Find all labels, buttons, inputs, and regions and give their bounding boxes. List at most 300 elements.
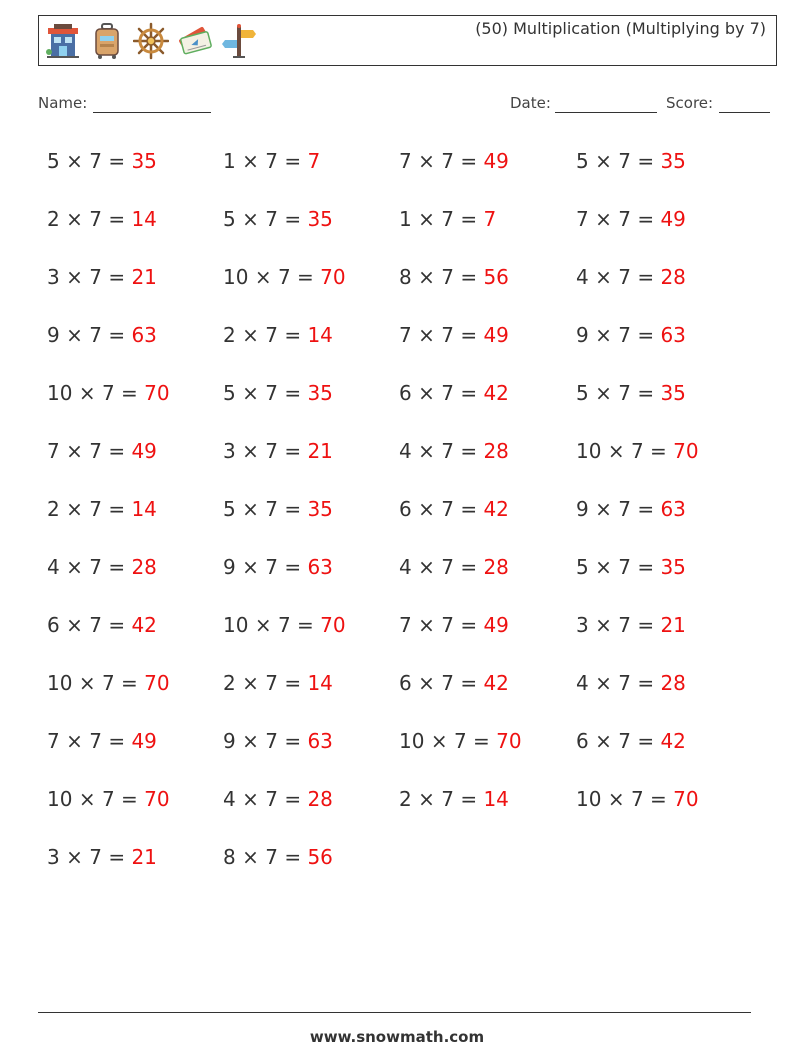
problem-row <box>47 379 767 437</box>
operand-b: 7 <box>89 845 102 869</box>
problem <box>47 785 170 813</box>
operand-a: 8 <box>223 845 236 869</box>
operand-b: 7 <box>89 149 102 173</box>
operand-a: 2 <box>47 207 60 231</box>
problem <box>223 379 333 407</box>
problem <box>47 843 157 871</box>
operand-b: 7 <box>618 323 631 347</box>
equals-sign: = <box>637 497 655 521</box>
operand-b: 7 <box>89 207 102 231</box>
problem-row <box>47 553 767 611</box>
problem <box>223 669 333 697</box>
answer: 70 <box>673 439 699 463</box>
problem-row <box>47 669 767 727</box>
operand-b: 7 <box>630 787 644 811</box>
equals-sign: = <box>460 381 478 405</box>
problem-row <box>47 437 767 495</box>
operand-a: 8 <box>399 265 412 289</box>
answer: 63 <box>307 555 333 579</box>
equals-sign: = <box>108 555 126 579</box>
times-sign: × <box>607 787 625 811</box>
operand-b: 7 <box>618 671 631 695</box>
operand-b: 7 <box>265 497 278 521</box>
ship-wheel-icon <box>133 22 169 60</box>
operand-b: 7 <box>441 207 454 231</box>
operand-b: 7 <box>277 613 291 637</box>
times-sign: × <box>418 149 435 173</box>
operand-b: 7 <box>265 729 278 753</box>
operand-a: 7 <box>399 613 412 637</box>
answer: 49 <box>483 323 509 347</box>
equals-sign: = <box>637 381 655 405</box>
equals-sign: = <box>284 149 302 173</box>
answer: 14 <box>307 671 333 695</box>
operand-a: 2 <box>47 497 60 521</box>
operand-a: 3 <box>47 845 60 869</box>
operand-a: 9 <box>576 497 589 521</box>
problem <box>399 147 509 175</box>
name-label: Name: <box>38 94 88 112</box>
equals-sign: = <box>460 555 478 579</box>
operand-a: 5 <box>47 149 60 173</box>
answer: 14 <box>483 787 509 811</box>
footer-site: www.snowmath.com <box>309 1028 485 1046</box>
answer: 35 <box>660 381 686 405</box>
answer: 28 <box>483 439 509 463</box>
problem <box>223 147 320 175</box>
storefront-icon <box>45 22 81 60</box>
operand-b: 7 <box>265 207 278 231</box>
operand-b: 7 <box>618 381 631 405</box>
operand-a: 9 <box>576 323 589 347</box>
operand-b: 7 <box>441 323 454 347</box>
answer: 63 <box>307 729 333 753</box>
operand-a: 6 <box>399 671 412 695</box>
answer: 28 <box>660 265 686 289</box>
answer: 28 <box>307 787 333 811</box>
operand-a: 10 <box>576 439 602 463</box>
operand-a: 7 <box>399 323 412 347</box>
equals-sign: = <box>284 497 302 521</box>
times-sign: × <box>66 729 83 753</box>
problem <box>47 263 157 291</box>
operand-b: 7 <box>89 323 102 347</box>
operand-b: 7 <box>441 149 454 173</box>
times-sign: × <box>595 497 612 521</box>
problem <box>47 495 157 523</box>
operand-b: 7 <box>441 787 454 811</box>
operand-a: 3 <box>576 613 589 637</box>
operand-a: 6 <box>47 613 60 637</box>
answer: 56 <box>483 265 509 289</box>
problem <box>399 553 509 581</box>
operand-b: 7 <box>618 613 631 637</box>
equals-sign: = <box>460 787 478 811</box>
problem-row <box>47 495 767 553</box>
operand-b: 7 <box>89 497 102 521</box>
answer: 28 <box>131 555 157 579</box>
equals-sign: = <box>460 207 478 231</box>
times-sign: × <box>78 381 96 405</box>
equals-sign: = <box>108 497 126 521</box>
times-sign: × <box>242 207 259 231</box>
score-label: Score: <box>666 94 714 112</box>
times-sign: × <box>66 497 83 521</box>
equals-sign: = <box>284 845 302 869</box>
problem-row <box>47 321 767 379</box>
operand-a: 10 <box>223 613 249 637</box>
problem-row <box>47 263 767 321</box>
problem <box>47 669 170 697</box>
operand-a: 9 <box>47 323 60 347</box>
answer: 70 <box>320 265 346 289</box>
answer: 42 <box>483 671 509 695</box>
operand-a: 5 <box>576 381 589 405</box>
answer: 21 <box>307 439 333 463</box>
operand-b: 7 <box>101 787 115 811</box>
operand-b: 7 <box>441 381 454 405</box>
problem <box>399 263 509 291</box>
answer: 7 <box>307 149 321 173</box>
equals-sign: = <box>650 787 667 811</box>
times-sign: × <box>66 149 83 173</box>
operand-b: 7 <box>618 497 631 521</box>
operand-a: 1 <box>399 207 412 231</box>
times-sign: × <box>418 671 435 695</box>
problem <box>399 785 509 813</box>
equals-sign: = <box>284 787 302 811</box>
problem-row <box>47 785 767 843</box>
answer: 28 <box>483 555 509 579</box>
answer: 14 <box>307 323 333 347</box>
answer: 63 <box>660 497 686 521</box>
date-blank <box>555 112 657 113</box>
problem <box>47 147 157 175</box>
problem <box>576 669 686 697</box>
operand-b: 7 <box>630 439 644 463</box>
operand-b: 7 <box>441 265 454 289</box>
equals-sign: = <box>650 439 667 463</box>
operand-b: 7 <box>618 555 631 579</box>
operand-a: 10 <box>47 671 73 695</box>
equals-sign: = <box>284 671 302 695</box>
problem <box>223 437 333 465</box>
score-blank <box>719 112 770 113</box>
operand-a: 5 <box>223 207 236 231</box>
problem-row <box>47 727 767 785</box>
operand-a: 4 <box>47 555 60 579</box>
operand-a: 1 <box>223 149 236 173</box>
problem <box>223 553 333 581</box>
answer: 7 <box>483 207 497 231</box>
equals-sign: = <box>460 497 478 521</box>
problem-row <box>47 205 767 263</box>
problem <box>223 843 333 871</box>
equals-sign: = <box>121 671 138 695</box>
times-sign: × <box>66 845 83 869</box>
operand-b: 7 <box>265 845 278 869</box>
operand-b: 7 <box>265 439 278 463</box>
answer: 42 <box>660 729 686 753</box>
answer: 42 <box>131 613 157 637</box>
answer: 70 <box>673 787 699 811</box>
equals-sign: = <box>637 207 655 231</box>
operand-a: 7 <box>47 729 60 753</box>
problem <box>223 727 333 755</box>
operand-a: 7 <box>576 207 589 231</box>
problem <box>576 553 686 581</box>
operand-b: 7 <box>89 265 102 289</box>
problem <box>399 727 522 755</box>
times-sign: × <box>595 323 612 347</box>
answer: 35 <box>307 381 333 405</box>
problem <box>47 379 170 407</box>
operand-b: 7 <box>277 265 291 289</box>
answer: 14 <box>131 497 157 521</box>
times-sign: × <box>66 439 83 463</box>
equals-sign: = <box>460 671 478 695</box>
times-sign: × <box>595 671 612 695</box>
times-sign: × <box>418 207 435 231</box>
times-sign: × <box>242 845 259 869</box>
times-sign: × <box>595 149 612 173</box>
operand-a: 4 <box>399 439 412 463</box>
answer: 21 <box>660 613 686 637</box>
operand-a: 10 <box>47 787 73 811</box>
equals-sign: = <box>637 729 655 753</box>
answer: 49 <box>483 613 509 637</box>
operand-a: 10 <box>47 381 73 405</box>
problem <box>47 611 157 639</box>
times-sign: × <box>242 381 259 405</box>
equals-sign: = <box>108 207 126 231</box>
operand-b: 7 <box>265 381 278 405</box>
operand-a: 9 <box>223 555 236 579</box>
times-sign: × <box>66 555 83 579</box>
answer: 21 <box>131 265 157 289</box>
operand-b: 7 <box>101 381 115 405</box>
date-label: Date: <box>510 94 551 112</box>
answer: 49 <box>660 207 686 231</box>
problems-grid <box>47 147 767 901</box>
operand-a: 10 <box>576 787 602 811</box>
times-sign: × <box>418 323 435 347</box>
operand-a: 5 <box>576 149 589 173</box>
equals-sign: = <box>284 439 302 463</box>
times-sign: × <box>418 381 435 405</box>
answer: 49 <box>483 149 509 173</box>
equals-sign: = <box>637 265 655 289</box>
operand-a: 7 <box>399 149 412 173</box>
operand-b: 7 <box>618 729 631 753</box>
problem <box>223 321 333 349</box>
operand-b: 7 <box>89 613 102 637</box>
times-sign: × <box>242 439 259 463</box>
operand-a: 5 <box>576 555 589 579</box>
times-sign: × <box>78 671 96 695</box>
times-sign: × <box>595 207 612 231</box>
answer: 63 <box>131 323 157 347</box>
problem <box>399 611 509 639</box>
equals-sign: = <box>460 323 478 347</box>
problem <box>576 437 699 465</box>
operand-a: 10 <box>223 265 249 289</box>
answer: 70 <box>144 671 170 695</box>
operand-a: 5 <box>223 497 236 521</box>
problem <box>223 611 346 639</box>
problem <box>47 321 157 349</box>
equals-sign: = <box>297 265 314 289</box>
times-sign: × <box>66 265 83 289</box>
problem <box>576 321 686 349</box>
problem <box>47 553 157 581</box>
luggage-icon <box>89 22 125 60</box>
problem <box>223 205 333 233</box>
equals-sign: = <box>473 729 490 753</box>
times-sign: × <box>595 381 612 405</box>
answer: 70 <box>144 787 170 811</box>
equals-sign: = <box>108 845 126 869</box>
times-sign: × <box>66 323 83 347</box>
times-sign: × <box>242 787 259 811</box>
name-blank <box>93 112 211 113</box>
problem <box>576 495 686 523</box>
problem <box>223 263 346 291</box>
times-sign: × <box>254 265 272 289</box>
operand-a: 2 <box>223 671 236 695</box>
operand-a: 6 <box>576 729 589 753</box>
answer: 14 <box>131 207 157 231</box>
times-sign: × <box>595 729 612 753</box>
problem <box>576 785 699 813</box>
times-sign: × <box>418 613 435 637</box>
equals-sign: = <box>284 381 302 405</box>
problem <box>576 263 686 291</box>
times-sign: × <box>254 613 272 637</box>
operand-b: 7 <box>101 671 115 695</box>
operand-b: 7 <box>441 439 454 463</box>
operand-a: 4 <box>223 787 236 811</box>
info-row <box>38 94 770 116</box>
equals-sign: = <box>108 265 126 289</box>
operand-b: 7 <box>265 787 278 811</box>
operand-b: 7 <box>265 555 278 579</box>
operand-a: 10 <box>399 729 425 753</box>
operand-a: 2 <box>223 323 236 347</box>
answer: 49 <box>131 729 157 753</box>
times-sign: × <box>242 149 259 173</box>
times-sign: × <box>418 787 435 811</box>
answer: 56 <box>307 845 333 869</box>
operand-a: 3 <box>47 265 60 289</box>
problem <box>47 727 157 755</box>
problem-row <box>47 611 767 669</box>
times-sign: × <box>242 555 259 579</box>
answer: 35 <box>660 555 686 579</box>
answer: 70 <box>496 729 522 753</box>
equals-sign: = <box>460 265 478 289</box>
equals-sign: = <box>108 613 126 637</box>
times-sign: × <box>418 497 435 521</box>
signpost-icon <box>221 22 257 60</box>
operand-b: 7 <box>89 439 102 463</box>
problem <box>399 321 509 349</box>
times-sign: × <box>430 729 448 753</box>
equals-sign: = <box>297 613 314 637</box>
operand-a: 4 <box>399 555 412 579</box>
problem <box>47 437 157 465</box>
equals-sign: = <box>637 149 655 173</box>
times-sign: × <box>595 613 612 637</box>
equals-sign: = <box>284 729 302 753</box>
operand-b: 7 <box>441 555 454 579</box>
answer: 35 <box>307 207 333 231</box>
operand-b: 7 <box>441 497 454 521</box>
times-sign: × <box>418 555 435 579</box>
times-sign: × <box>242 729 259 753</box>
operand-a: 7 <box>47 439 60 463</box>
answer: 49 <box>131 439 157 463</box>
equals-sign: = <box>121 381 138 405</box>
operand-a: 4 <box>576 265 589 289</box>
times-sign: × <box>242 671 259 695</box>
footer-divider <box>38 1012 751 1013</box>
problem <box>399 437 509 465</box>
times-sign: × <box>595 555 612 579</box>
problem <box>576 727 686 755</box>
worksheet-title: (50) Multiplication (Multiplying by 7) <box>475 19 766 38</box>
equals-sign: = <box>460 613 478 637</box>
answer: 28 <box>660 671 686 695</box>
answer: 63 <box>660 323 686 347</box>
problem <box>47 205 157 233</box>
operand-b: 7 <box>265 149 278 173</box>
operand-a: 6 <box>399 497 412 521</box>
equals-sign: = <box>108 323 126 347</box>
operand-a: 9 <box>223 729 236 753</box>
equals-sign: = <box>284 207 302 231</box>
travel-tickets-icon <box>177 22 213 60</box>
equals-sign: = <box>637 671 655 695</box>
times-sign: × <box>78 787 96 811</box>
operand-a: 2 <box>399 787 412 811</box>
operand-b: 7 <box>265 323 278 347</box>
operand-b: 7 <box>618 265 631 289</box>
operand-a: 3 <box>223 439 236 463</box>
times-sign: × <box>418 439 435 463</box>
problem <box>576 611 686 639</box>
operand-b: 7 <box>618 149 631 173</box>
problem-row <box>47 147 767 205</box>
equals-sign: = <box>637 613 655 637</box>
problem <box>399 669 509 697</box>
equals-sign: = <box>108 729 126 753</box>
answer: 42 <box>483 497 509 521</box>
operand-b: 7 <box>89 555 102 579</box>
answer: 35 <box>131 149 157 173</box>
operand-b: 7 <box>453 729 467 753</box>
problem <box>576 379 686 407</box>
header-icons <box>45 22 257 60</box>
problem <box>399 205 496 233</box>
operand-b: 7 <box>89 729 102 753</box>
problem <box>223 785 333 813</box>
times-sign: × <box>418 265 435 289</box>
equals-sign: = <box>637 323 655 347</box>
answer: 21 <box>131 845 157 869</box>
equals-sign: = <box>460 439 478 463</box>
equals-sign: = <box>121 787 138 811</box>
